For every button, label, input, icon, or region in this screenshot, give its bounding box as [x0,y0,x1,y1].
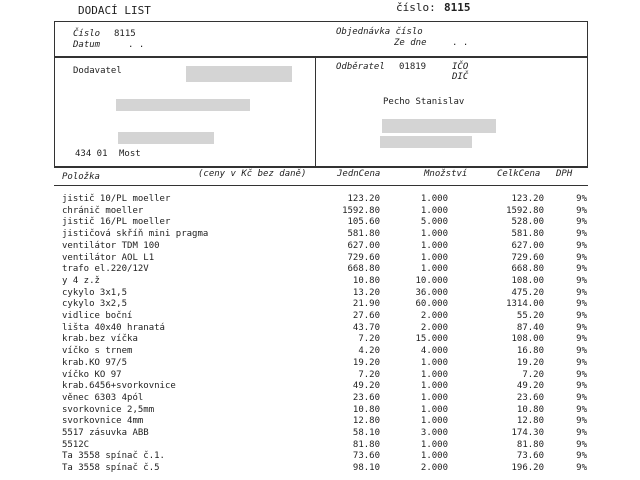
item-unit-price: 73.60 [352,451,380,462]
item-vat: 9% [576,334,587,345]
item-vat: 9% [576,275,587,286]
item-name: trafo el.220/12V [62,264,149,275]
customer-city-redacted [380,136,472,148]
ze-dne-label: Ze dne [394,38,427,48]
item-name: cykylo 3x2,5 [62,299,128,310]
table-row [60,370,600,382]
item-unit-price: 1592.80 [342,205,380,216]
item-unit-price: 27.60 [352,311,380,321]
item-unit-price: 12.80 [352,416,380,427]
item-vat: 9% [576,439,587,450]
item-name: krab.KO 97/5 [62,357,128,368]
table-row [60,440,600,452]
item-name: Ta 3558 spínač č.5 [62,463,160,474]
item-quantity: 36.000 [415,287,448,298]
table-row [60,206,600,218]
datum-label: Datum [73,40,101,50]
customer-label: Odběratel [336,62,385,72]
item-unit-price: 668.80 [347,264,380,275]
item-total: 627.00 [511,240,544,251]
table-row [60,393,600,405]
item-quantity: 1.000 [420,357,448,368]
item-quantity: 5.000 [420,217,448,228]
parties-divider [315,57,316,167]
item-unit-price: 19.20 [352,357,380,368]
item-quantity: 1.000 [420,416,448,427]
document-number: 8115 [444,1,471,14]
item-name: svorkovnice 2,5mm [62,404,155,415]
item-name: ventilátor AOL L1 [62,252,155,263]
item-vat: 9% [576,346,587,357]
table-row [60,346,600,358]
item-vat: 9% [576,287,587,298]
customer-street-redacted [382,119,496,133]
item-quantity: 1.000 [420,392,448,403]
table-row [60,428,600,440]
item-quantity: 2.000 [420,311,448,321]
item-total: 16.80 [516,346,544,357]
item-total: 528.00 [511,217,544,228]
col-header-note: (ceny v Kč bez daně) [198,169,307,179]
item-name: chránič moeller [62,205,144,216]
supplier-street-redacted [116,99,250,111]
item-vat: 9% [576,357,587,368]
item-unit-price: 7.20 [358,334,380,345]
item-vat: 9% [576,229,587,240]
item-vat: 9% [576,404,587,415]
col-header-vat: DPH [556,169,573,179]
item-unit-price: 23.60 [352,392,380,403]
item-quantity: 60.000 [415,299,448,310]
item-total: 81.80 [516,439,544,450]
item-total: 12.80 [516,416,544,427]
item-quantity: 1.000 [420,404,448,415]
item-unit-price: 7.20 [358,369,380,380]
item-total: 55.20 [516,311,544,321]
item-total: 87.40 [516,322,544,333]
item-total: 1592.80 [506,205,544,216]
item-unit-price: 81.80 [352,439,380,450]
item-vat: 9% [576,451,587,462]
item-total: 196.20 [511,463,544,474]
item-unit-price: 21.90 [352,299,380,310]
item-quantity: 10.000 [415,275,448,286]
item-total: 10.80 [516,404,544,415]
item-quantity: 1.000 [420,264,448,275]
customer-code: 01819 [399,62,427,72]
item-vat: 9% [576,217,587,228]
item-unit-price: 10.80 [352,404,380,415]
item-vat: 9% [576,381,587,392]
item-name: jističová skříň mini pragma [62,229,209,240]
table-row [60,334,600,346]
item-quantity: 1.000 [420,229,448,240]
item-name: krab.bez víčka [62,334,138,345]
item-vat: 9% [576,264,587,275]
col-header-total: CelkCena [497,169,541,179]
item-quantity: 1.000 [420,381,448,392]
item-total: 581.80 [511,229,544,240]
item-name: jistič 10/PL moeller [62,194,171,204]
table-row [60,323,600,335]
item-unit-price: 627.00 [347,240,380,251]
item-quantity: 1.000 [420,439,448,450]
item-name: věnec 6303 4pól [62,392,144,403]
item-name: lišta 40x40 hranatá [62,322,165,333]
item-name: Ta 3558 spínač č.1. [62,451,165,462]
item-vat: 9% [576,205,587,216]
item-quantity: 2.000 [420,463,448,474]
item-total: 19.20 [516,357,544,368]
item-unit-price: 58.10 [352,428,380,438]
item-vat: 9% [576,392,587,403]
item-name: 5517 zásuvka ABB [62,428,149,438]
item-quantity: 1.000 [420,205,448,216]
item-total: 174.30 [511,428,544,438]
col-header-unit-price: JednCena [337,169,381,179]
item-quantity: 1.000 [420,240,448,251]
item-total: 23.60 [516,392,544,403]
table-row [60,276,600,288]
col-header-qty: Množství [424,169,468,179]
col-header-item: Položka [62,172,100,182]
table-row [60,405,600,417]
order-info-box [54,21,588,57]
item-unit-price: 105.60 [347,217,380,228]
item-name: y 4 z.ž [62,275,100,286]
item-name: 5512C [62,439,90,450]
item-total: 108.00 [511,275,544,286]
item-unit-price: 13.20 [352,287,380,298]
document-number-label: číslo: [396,1,436,14]
item-vat: 9% [576,322,587,333]
table-row [60,381,600,393]
cislo-value: 8115 [114,29,136,39]
item-vat: 9% [576,240,587,251]
item-vat: 9% [576,416,587,427]
supplier-zip: 434 01 [75,149,108,159]
item-name: jistič 16/PL moeller [62,217,171,228]
table-row [60,253,600,265]
item-quantity: 15.000 [415,334,448,345]
table-row [60,241,600,253]
item-total: 49.20 [516,381,544,392]
item-name: cykylo 3x1,5 [62,287,128,298]
item-quantity: 1.000 [420,451,448,462]
table-row [60,217,600,229]
item-quantity: 3.000 [420,428,448,438]
item-vat: 9% [576,369,587,380]
item-quantity: 2.000 [420,322,448,333]
item-unit-price: 729.60 [347,252,380,263]
supplier-name-redacted [186,66,292,82]
item-name: ventilátor TDM 100 [62,240,160,251]
item-total: 73.60 [516,451,544,462]
item-total: 475.20 [511,287,544,298]
table-row [60,229,600,241]
item-name: krab.6456+svorkovnice [62,381,176,392]
table-row [60,463,600,475]
cislo-label: Číslo [73,29,101,39]
item-unit-price: 4.20 [358,346,380,357]
item-unit-price: 581.80 [347,229,380,240]
document-title: DODACÍ LIST [78,4,151,17]
item-quantity: 1.000 [420,194,448,204]
table-row [60,416,600,428]
table-row [60,299,600,311]
table-row [60,194,600,206]
item-vat: 9% [576,311,587,321]
item-total: 123.20 [511,194,544,204]
table-row [60,264,600,276]
item-quantity: 1.000 [420,252,448,263]
objednavka-label: Objednávka číslo [336,27,423,37]
table-row [60,358,600,370]
item-unit-price: 123.20 [347,194,380,204]
item-total: 729.60 [511,252,544,263]
supplier-label: Dodavatel [73,66,122,76]
item-unit-price: 98.10 [352,463,380,474]
item-vat: 9% [576,299,587,310]
item-vat: 9% [576,194,587,204]
ze-dne-value: . . [452,38,469,48]
table-row [60,311,600,323]
datum-value: . . [128,40,145,50]
item-vat: 9% [576,463,587,474]
ico-label: IČO [452,62,469,72]
item-unit-price: 10.80 [352,275,380,286]
dic-label: DIČ [452,72,469,82]
item-name: víčko KO 97 [62,369,122,380]
item-vat: 9% [576,252,587,263]
item-unit-price: 43.70 [352,322,380,333]
item-quantity: 1.000 [420,369,448,380]
table-row [60,451,600,463]
supplier-extra-redacted [118,132,214,144]
table-row [60,288,600,300]
item-name: vidlice boční [62,311,133,321]
customer-name: Pecho Stanislav [383,97,465,107]
item-total: 7.20 [522,369,544,380]
item-quantity: 4.000 [420,346,448,357]
item-name: svorkovnice 4mm [62,416,144,427]
table-header-top-rule [54,167,588,168]
item-unit-price: 49.20 [352,381,380,392]
item-total: 668.80 [511,264,544,275]
item-vat: 9% [576,428,587,438]
supplier-city: Most [119,149,141,159]
item-name: víčko s trnem [62,346,133,357]
item-total: 108.00 [511,334,544,345]
item-total: 1314.00 [506,299,544,310]
table-header-bottom-rule [54,185,588,186]
